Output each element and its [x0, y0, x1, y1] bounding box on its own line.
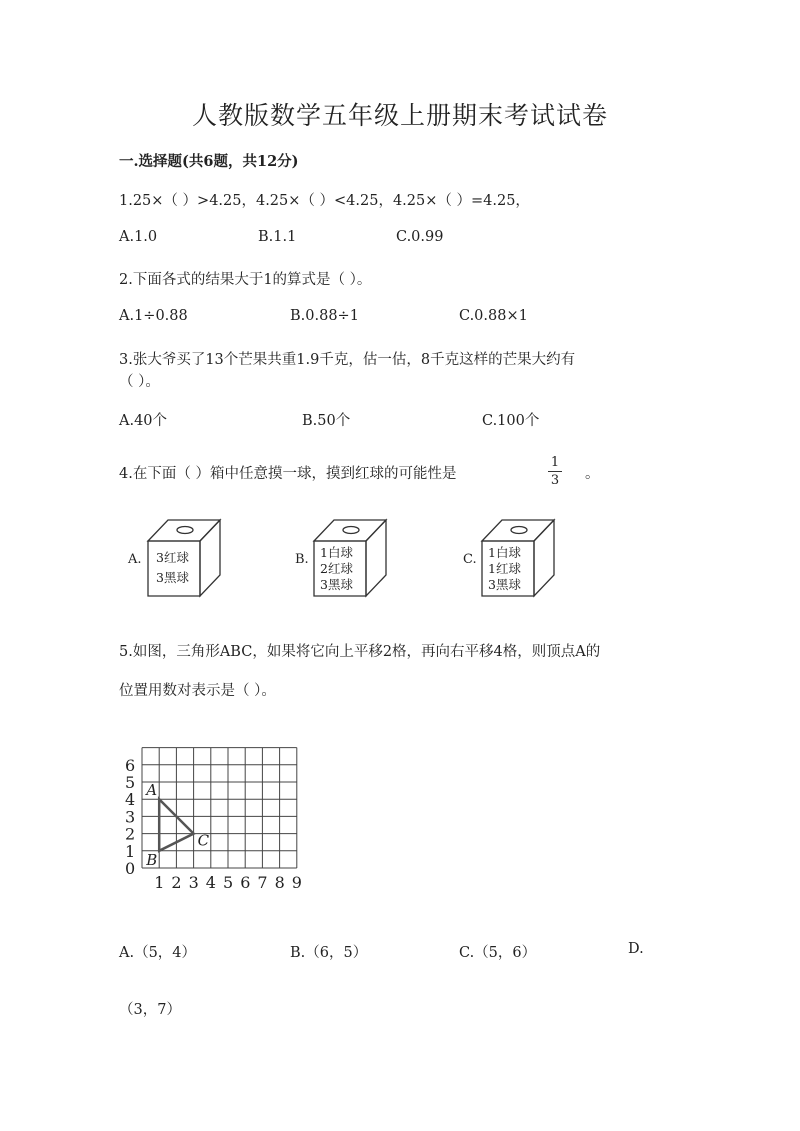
fraction-numerator: 1 [550, 455, 560, 470]
box-b-line-2: 2红球 [320, 561, 353, 576]
question-4-tail: 。 [585, 466, 600, 482]
q3-option-b[interactable]: B.50个 [302, 413, 351, 429]
q5-option-c[interactable]: C.（5，6） [459, 945, 537, 961]
box-c-line-2: 1红球 [488, 561, 521, 576]
question-3-line-1: 3.张大爷买了13个芒果共重1.9千克，估一估，8千克这样的芒果大约有 [119, 352, 576, 368]
box-c-side [534, 520, 554, 596]
q3-option-a[interactable]: A.40个 [119, 413, 168, 429]
x-tick-labels [154, 873, 302, 892]
x-tick-label: 9 [291, 873, 302, 892]
point-label-c: C [197, 831, 210, 850]
question-5-line-1: 5.如图，三角形ABC，如果将它向上平移2格，再向右平移4格，则顶点A的 [119, 644, 601, 660]
box-c-line-3: 3黑球 [488, 577, 521, 592]
q2-option-b[interactable]: B.0.88÷1 [290, 308, 359, 324]
q2-option-a[interactable]: A.1÷0.88 [119, 308, 188, 324]
box-c-label: C. [463, 552, 477, 567]
box-a-side [200, 520, 220, 596]
box-a-hole [177, 527, 193, 534]
x-tick-label: 1 [154, 873, 165, 892]
box-a-label: A. [128, 552, 142, 567]
question-3-line-2: （ ）。 [119, 374, 160, 390]
y-tick-labels [125, 756, 135, 878]
box-b-line-1: 1白球 [320, 545, 353, 560]
x-tick-label: 3 [188, 873, 199, 892]
point-label-b: B [146, 850, 158, 869]
q1-option-c[interactable]: C.0.99 [396, 229, 444, 245]
box-a-line-2: 3黑球 [156, 570, 189, 585]
q1-option-a[interactable]: A.1.0 [119, 229, 158, 245]
section-heading: 一.选择题(共6题，共12分) [119, 153, 299, 170]
box-b-label: B. [295, 552, 309, 567]
box-c-hole [511, 527, 527, 534]
box-c-line-1: 1白球 [488, 545, 521, 560]
question-2-text: 2.下面各式的结果大于1的算式是（ ）。 [119, 272, 372, 288]
box-a-line-1: 3红球 [156, 550, 189, 565]
y-tick-label: 0 [125, 859, 136, 878]
x-tick-label: 6 [240, 873, 251, 892]
coordinate-grid [142, 748, 297, 868]
y-tick-label: 6 [125, 755, 136, 775]
q5-option-d-value: （3，7） [119, 1002, 181, 1018]
fraction-denominator: 3 [550, 473, 560, 488]
x-tick-label: 5 [223, 873, 234, 892]
y-tick-label: 3 [125, 807, 136, 827]
y-tick-label: 4 [125, 790, 136, 810]
q1-option-b[interactable]: B.1.1 [258, 229, 297, 245]
q3-option-c[interactable]: C.100个 [482, 413, 540, 429]
x-tick-label: 8 [274, 873, 285, 892]
box-b-line-3: 3黑球 [320, 577, 353, 592]
x-tick-label: 4 [205, 873, 216, 892]
point-label-a: A [146, 781, 158, 800]
q5-option-b[interactable]: B.（6，5） [290, 945, 368, 961]
x-tick-label: 2 [171, 873, 182, 892]
question-5-line-2: 位置用数对表示是（ ）。 [119, 683, 276, 699]
y-tick-label: 5 [125, 773, 136, 792]
box-b-side [366, 520, 386, 596]
x-tick-label: 7 [257, 873, 268, 892]
q5-option-d[interactable]: D. [628, 941, 644, 957]
question-4-text: 4.在下面（ ）箱中任意摸一球，摸到红球的可能性是 [119, 466, 457, 482]
y-tick-label: 1 [125, 841, 136, 861]
box-b-hole [343, 527, 359, 534]
question-1-text: 1.25×（ ）>4.25，4.25×（ ）<4.25，4.25×（ ）=4.25， [119, 193, 530, 209]
q5-option-a[interactable]: A.（5，4） [119, 945, 197, 961]
q2-option-c[interactable]: C.0.88×1 [459, 308, 528, 324]
page-title: 人教版数学五年级上册期末考试试卷 [191, 101, 608, 130]
y-tick-label: 2 [125, 824, 136, 844]
